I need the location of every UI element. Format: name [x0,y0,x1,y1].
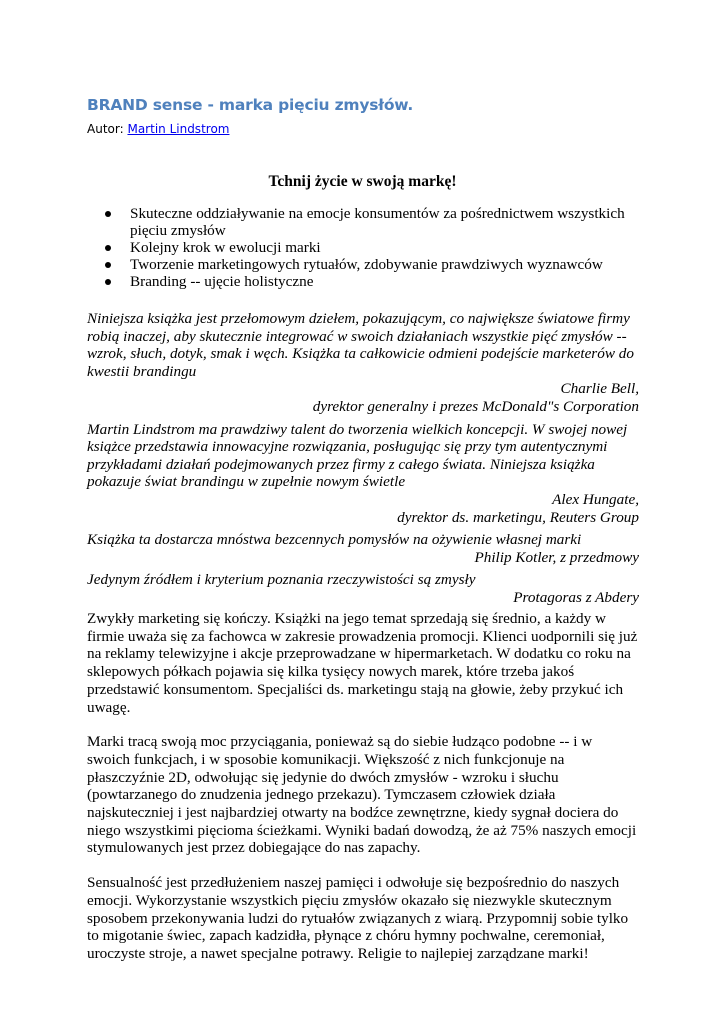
quote-block [87,531,639,566]
bullet-item: Tworzenie marketingowych rytuałów, zdobywanie prawdziwych wyznawców [87,256,632,273]
paragraph: Sensualność jest przedłużeniem naszej pamięci i odwołuje się bezpośrednio do naszych emocji. Wykorzystanie wszystkich pięciu zmysłów okazało się niezwykle skutecznym sposobem przekonywania ludzi do rytuałów związanych z wiarą. Przypomnij sobie tylko to migotanie świec, zapach kadzidła, płynące z chóru hymny pochwalne, ceremoniał, uroczyste stroje, a nawet specjalne potrawy. Religie to najlepiej zarządzane marki! [87,874,629,962]
quote-signature: Philip Kotler, z przedmowy [474,548,639,566]
quote-block [87,571,639,606]
bullet-list [87,205,632,290]
paragraph: Marki tracą swoją moc przyciągania, ponieważ są do siebie łudząco podobne -- i w swoich funkcjach, i w sposobie komunikacji. Większość z nich funkcjonuje na płaszczyźnie 2D, odwołując się jedynie do dwóch zmysłów - wzroku i słuchu (powtarzanego do znudzenia jednego przekazu). Tymczasem człowiek działa najskuteczniej i jest najbardziej otwarty na bodźce zewnętrzne, kiedy sygnał dociera do niego wszystkimi pięcioma ścieżkami. Wyniki badań dowodzą, że aż 75% naszych emocji stymulowanych jest przez dobiegające do nas zapachy. [87,733,637,857]
bullet-item: Kolejny krok w ewolucji marki [87,239,632,256]
quotes-section [87,310,639,612]
quote-signature-role: dyrektor ds. marketingu, Reuters Group [397,508,639,526]
quote-signature-role: dyrektor generalny i prezes McDonald"s Corporation [312,397,639,415]
quote-block [87,421,639,527]
bullet-item: Branding -- ujęcie holistyczne [87,273,632,290]
quote-text: Jedynym źródłem i kryterium poznania rzeczywistości są zmysły [87,571,476,589]
quote-block [87,310,639,416]
quote-signature: Protagoras z Abdery [513,588,639,606]
bullet-dot-icon [105,279,111,285]
subtitle: Tchnij życie w swoją markę! [268,173,457,190]
author-label: Autor: [87,122,124,136]
author-line [87,122,229,136]
bullet-dot-icon [105,211,111,217]
quote-signature: Charlie Bell, [560,380,639,398]
bullet-item: Skuteczne oddziaływanie na emocje konsumentów za pośrednictwem wszystkich pięciu zmysłów [87,205,632,239]
bullet-dot-icon [105,262,111,268]
quote-text: Niniejsza książka jest przełomowym dziełem, pokazującym, co największe światowe firmy robią inaczej, aby skutecznie integrować w swoich działaniach wszystkie pięć zmysłów -- wzrok, słuch, dotyk, smak i węch. Książka ta całkowicie odmieni podejście marketerów do kwestii brandingu [87,310,634,380]
author-link[interactable]: Martin Lindstrom [127,122,230,136]
quote-signature: Alex Hungate, [552,490,639,508]
document-title: BRAND sense - marka pięciu zmysłów. [87,96,414,114]
paragraph: Zwykły marketing się kończy. Książki na jego temat sprzedają się średnio, a każdy w firmie uważa się za fachowca w zakresie prowadzenia promocji. Klienci uodpornili się już na reklamy telewizyjne i akcje przeprowadzane w hipermarketach. W dodatku co roku na sklepowych półkach pojawia się kilka tysięcy nowych marek, które trzeba jakoś przedstawić konsumentom. Specjaliści ds. marketingu stają na głowie, żeby przykuć ich uwagę. [87,610,638,716]
quote-text: Martin Lindstrom ma prawdziwy talent do tworzenia wielkich koncepcji. W swojej nowej książce przedstawia innowacyjne rozwiązania, posługując się przy tym autentycznymi przykładami działań podejmowanych przez firmy z całego świata. Niniejsza książka pokazuje świat brandingu w zupełnie nowym świetle [87,420,628,491]
body-text [87,610,639,980]
quote-text: Książka ta dostarcza mnóstwa bezcennych pomysłów na ożywienie własnej marki [87,531,582,549]
bullet-dot-icon [105,245,111,251]
